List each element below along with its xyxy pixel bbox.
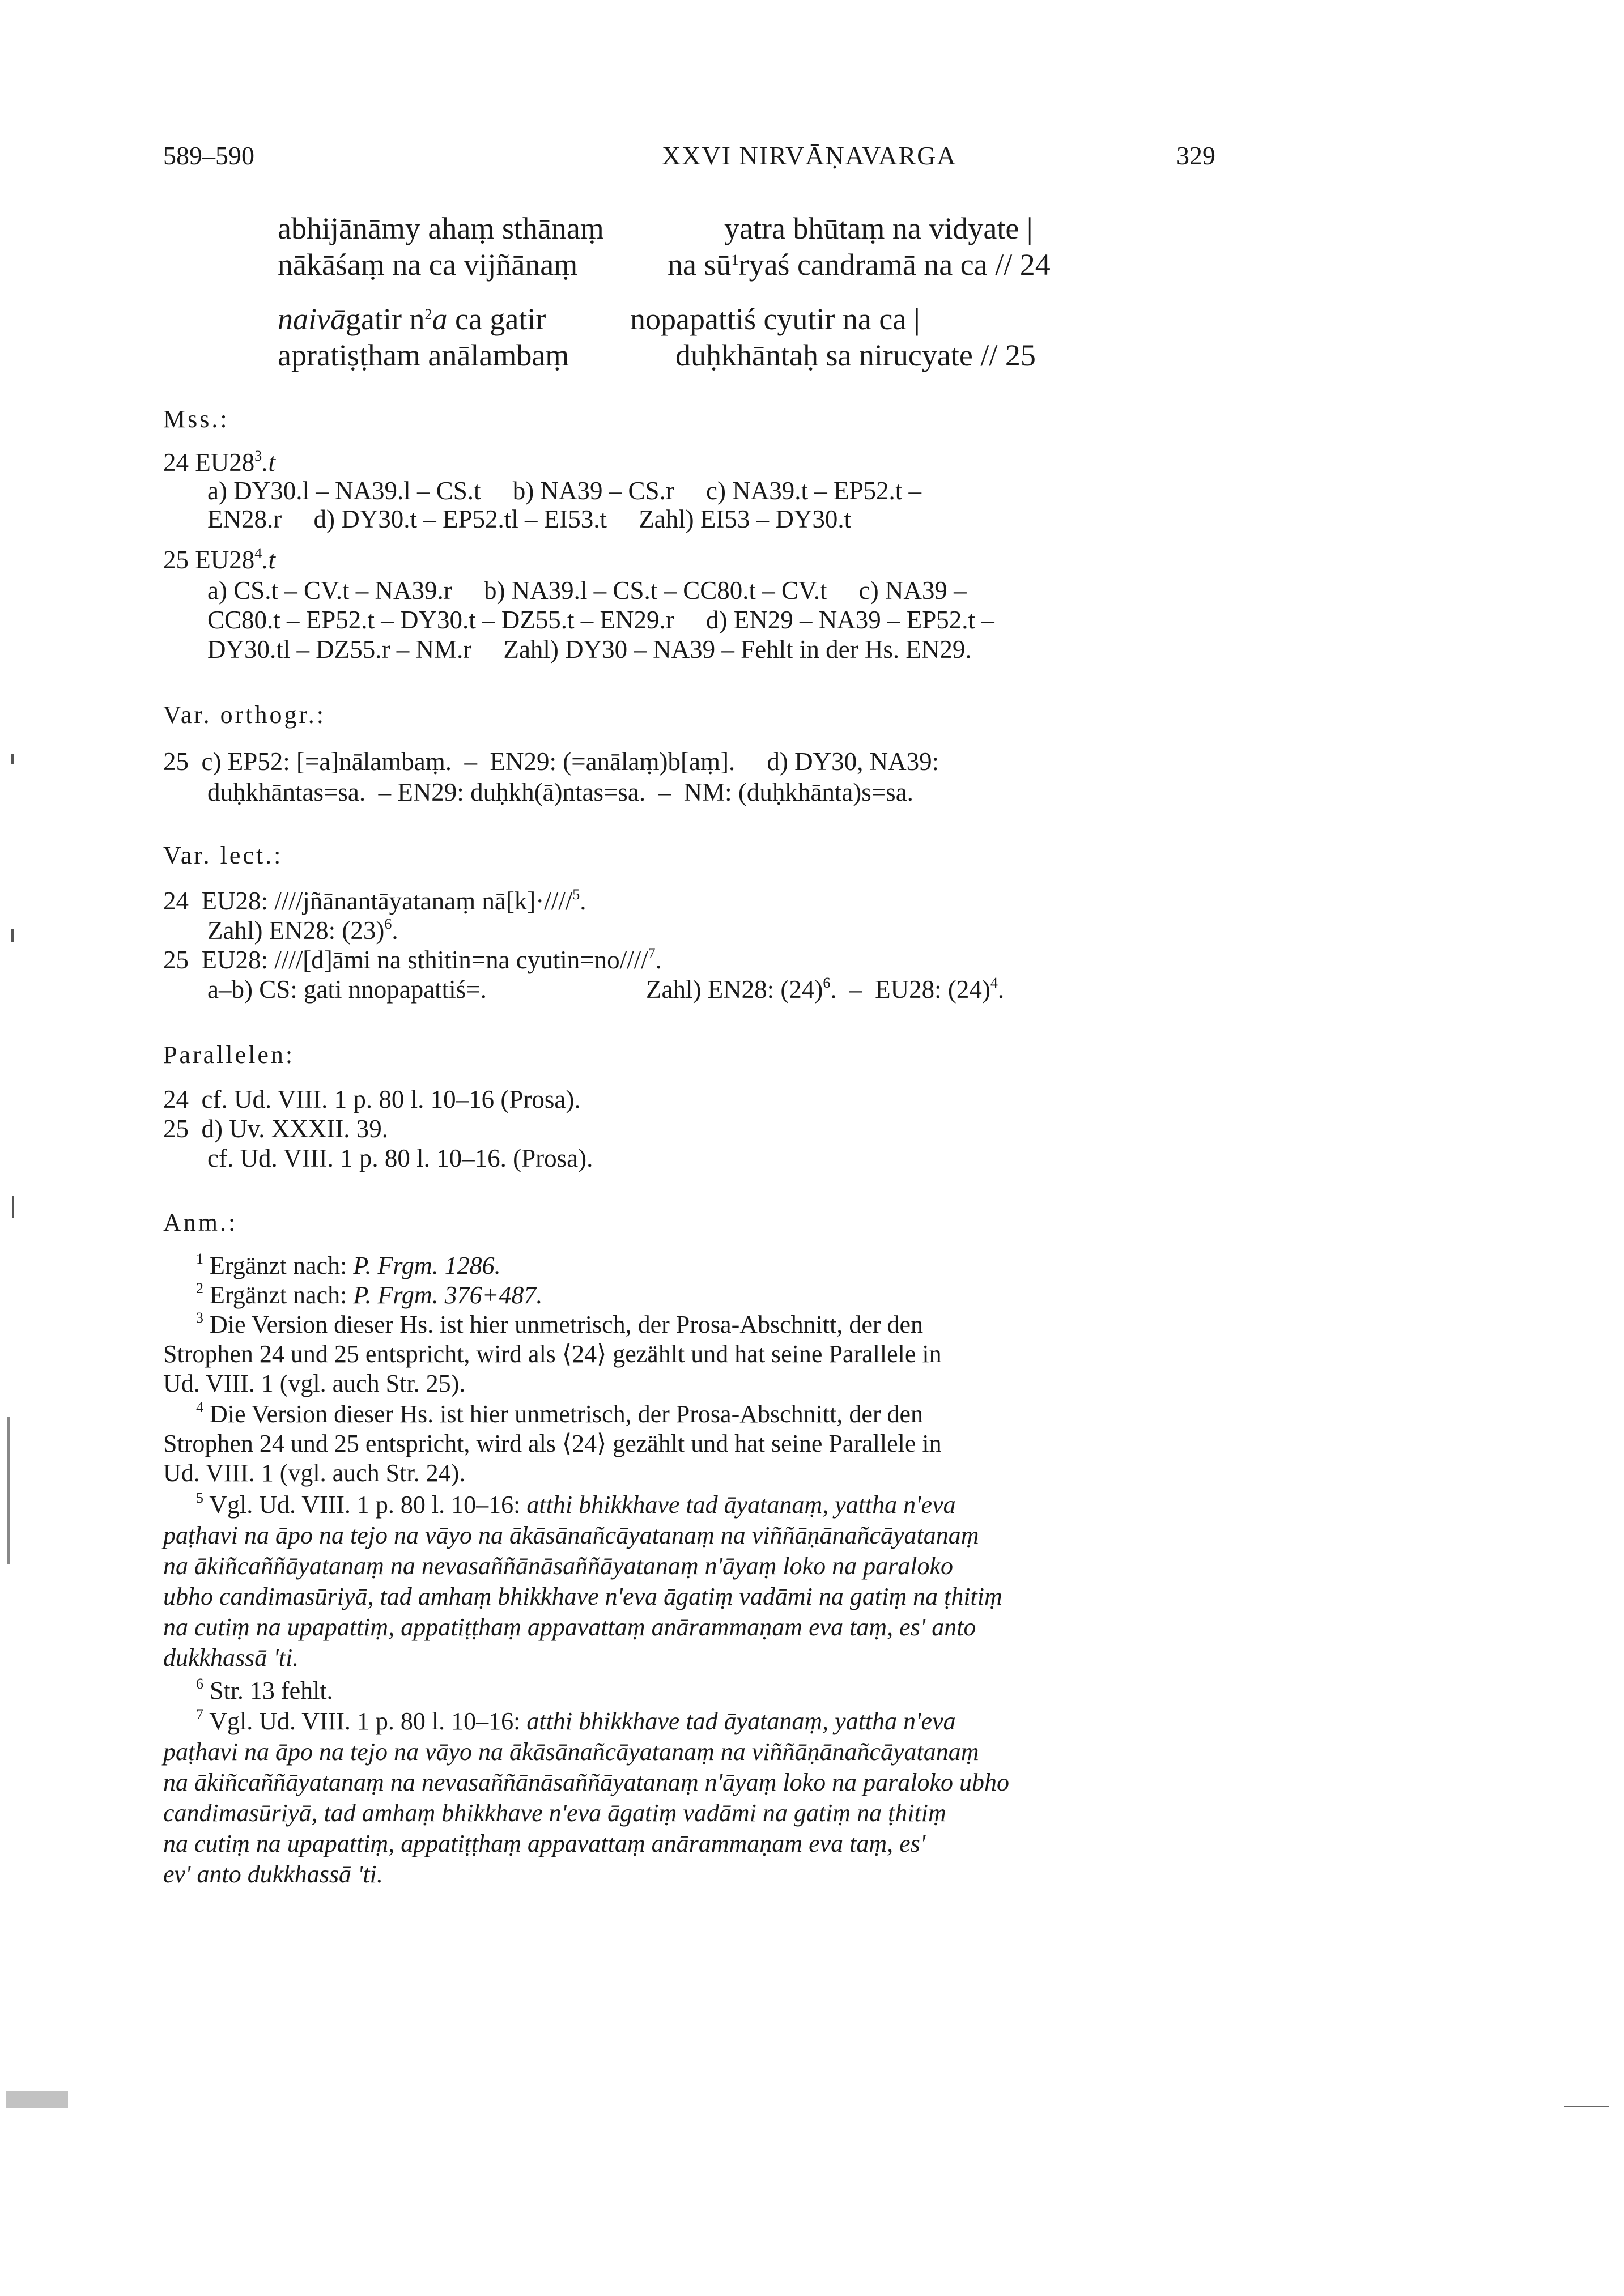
note-5-line4: ubho candimasūriyā, tad amhaṃ bhikkhave n'eva āgatiṃ vadāmi na gatiṃ na ṭhitiṃ <box>163 1583 1002 1610</box>
scan-speck <box>11 929 14 942</box>
mss-24-line-b: EN28.r d) DY30.t – EP52.tl – EI53.t Zahl) EI53 – DY30.t <box>207 505 852 533</box>
verse-25-line2-b: duḥkhāntaḥ sa nirucyate // 25 <box>675 338 1036 372</box>
mss-heading: Mss.: <box>163 405 229 433</box>
var-lect-line3: 25 EU28: ////[d]āmi na sthitin=na cyutin=no////$^7$. <box>163 945 662 974</box>
note-3-line3: Ud. VIII. 1 (vgl. auch Str. 25). <box>163 1370 466 1397</box>
mss-24-line-a: a) DY30.l – NA39.l – CS.t b) NA39 – CS.r c) NA39.t – EP52.t – <box>207 477 921 505</box>
note-7-line3: na ākiñcaññāyatanaṃ na nevasaññānāsaññāyatanaṃ n'āyaṃ loko na paraloko ubho <box>163 1768 1009 1796</box>
header-page-number: 329 <box>1176 141 1215 170</box>
mss-25-line-b: CC80.t – EP52.t – DY30.t – DZ55.t – EN29.r d) EN29 – NA39 – EP52.t – <box>207 606 994 634</box>
parallelen-line3: cf. Ud. VIII. 1 p. 80 l. 10–16. (Prosa). <box>207 1144 593 1172</box>
note-7-line4: candimasūriyā, tad amhaṃ bhikkhave n'eva āgatiṃ vadāmi na gatiṃ na ṭhitiṃ <box>163 1799 946 1827</box>
note-7-line2: paṭhavi na āpo na tejo na vāyo na ākāsānañcāyatanaṃ na viññāṇānañcāyatanaṃ <box>163 1738 979 1766</box>
note-3-line1: $^3$ Die Version dieser Hs. ist hier unmetrisch, der Prosa-Abschnitt, der den <box>196 1309 924 1338</box>
var-lect-line4-b: Zahl) EN28: $(24)^6$. – EU28: $(24)^4$. <box>646 975 1005 1004</box>
note-6: $^6$ Str. 13 fehlt. <box>196 1676 333 1704</box>
var-orth-line2: duḥkhāntas=sa. – EN29: duḥkh(ā)ntas=sa. – NM: (duḥkhānta)s=sa. <box>207 778 913 806</box>
var-lect-line1: 24 EU28: ////jñānantāyatanaṃ nā[k]·////$^5$. <box>163 886 586 915</box>
verse-25-line1-a: naivāgatir $n^2a$ ca gatir <box>278 302 546 336</box>
mss-25-line-c: DY30.tl – DZ55.r – NM.r Zahl) DY30 – NA39 – Fehlt in der Hs. EN29. <box>207 635 972 664</box>
scan-smudge <box>6 2091 68 2108</box>
var-lect-heading: Var. lect.: <box>163 841 283 869</box>
verse-24-line1-b: yatra bhūtaṃ na vidyate | <box>724 211 1033 245</box>
header-page-range: 589–590 <box>163 141 254 170</box>
scan-edge-mark <box>1564 2106 1609 2107</box>
note-4-line1: $^4$ Die Version dieser Hs. ist hier unmetrisch, der Prosa-Abschnitt, der den <box>196 1399 924 1428</box>
scan-edge-mark <box>7 1417 10 1564</box>
parallelen-line1: 24 cf. Ud. VIII. 1 p. 80 l. 10–16 (Prosa). <box>163 1085 581 1113</box>
note-5-line5: na cutiṃ na upapattiṃ, appatiṭṭhaṃ appavattaṃ anārammaṇam eva taṃ, es' anto <box>163 1613 976 1641</box>
verse-24-line1-a: abhijānāmy ahaṃ sthānaṃ <box>278 211 604 245</box>
var-lect-line2: Zahl) EN28: $(23)^6$. <box>207 916 398 945</box>
scan-speck <box>11 754 14 764</box>
verse-25-line1-b: nopapattiś cyutir na ca | <box>630 302 920 336</box>
scan-speck <box>12 1196 14 1218</box>
var-lect-line4-a: a–b) CS: gati nnopapattiś=. <box>207 975 487 1004</box>
parallelen-line2: 25 d) Uv. XXXII. 39. <box>163 1115 389 1143</box>
note-4-line2: Strophen 24 und 25 entspricht, wird als ⟨24⟩ gezählt und hat seine Parallele in <box>163 1430 942 1457</box>
note-7-line5: na cutiṃ na upapattiṃ, appatiṭṭhaṃ appavattaṃ anārammaṇam eva taṃ, es' <box>163 1830 926 1857</box>
note-1: $^1$ Ergänzt nach: P. Frgm. 1286. <box>196 1251 501 1279</box>
note-4-line3: Ud. VIII. 1 (vgl. auch Str. 24). <box>163 1459 466 1487</box>
note-7-line6: ev' anto dukkhassā 'ti. <box>163 1860 383 1888</box>
verse-25-line2-a: apratiṣṭham anālambaṃ <box>278 338 569 372</box>
note-7-line1: $^7$ Vgl. Ud. VIII. 1 p. 80 l. 10–16: atthi bhikkhave tad āyatanaṃ, yattha n'eva <box>196 1706 956 1735</box>
note-5-line3: na ākiñcaññāyatanaṃ na nevasaññānāsaññāyatanaṃ n'āyaṃ loko na paraloko <box>163 1552 953 1580</box>
note-5-line2: paṭhavi na āpo na tejo na vāyo na ākāsānañcāyatanaṃ na viññāṇānañcāyatanaṃ <box>163 1521 979 1549</box>
note-2: $^2$ Ergänzt nach: P. Frgm. 376+487. <box>196 1280 543 1309</box>
anm-heading: Anm.: <box>163 1209 238 1236</box>
var-orth-heading: Var. orthogr.: <box>163 701 326 729</box>
parallelen-heading: Parallelen: <box>163 1041 295 1069</box>
note-3-line2: Strophen 24 und 25 entspricht, wird als ⟨24⟩ gezählt und hat seine Parallele in <box>163 1340 942 1368</box>
note-5-line6: dukkhassā 'ti. <box>163 1644 299 1672</box>
verse-24-line2-a: nākāśaṃ na ca vijñānaṃ <box>278 248 578 282</box>
mss-24-head: 24 $EU28^3.t$ <box>163 448 276 477</box>
var-orth-line1: 25 c) EP52: [=a]nālambaṃ. – EN29: (=anālaṃ)b[aṃ]. d) DY30, NA39: <box>163 747 939 776</box>
verse-24-line2-b: na $sū^1ryaś$ candramā na ca // 24 <box>668 248 1051 282</box>
mss-25-head: 25 $EU28^4.t$ <box>163 545 276 574</box>
header-chapter-title: XXVI NIRVĀṆAVARGA <box>662 141 957 170</box>
mss-25-line-a: a) CS.t – CV.t – NA39.r b) NA39.l – CS.t – CC80.t – CV.t c) NA39 – <box>207 576 967 605</box>
note-5-line1: $^5$ Vgl. Ud. VIII. 1 p. 80 l. 10–16: atthi bhikkhave tad āyatanaṃ, yattha n'eva <box>196 1490 956 1519</box>
